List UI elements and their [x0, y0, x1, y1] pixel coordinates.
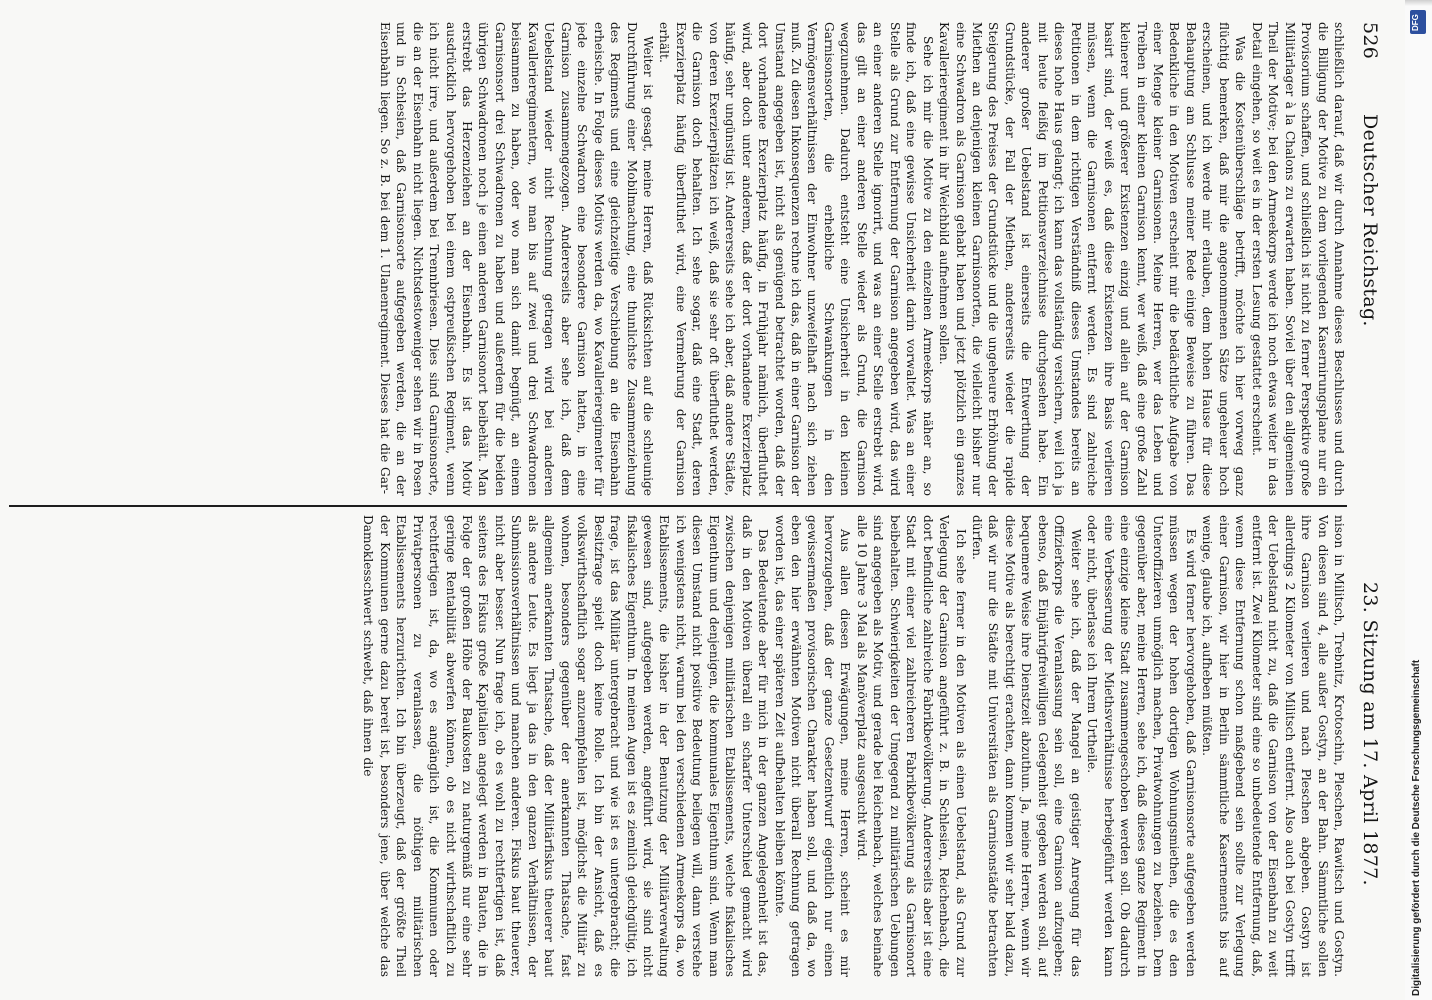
page-header	[1355, 22, 1385, 972]
column-divider	[9, 505, 1347, 507]
paragraph: Weiter ist gesagt, meine Herren, daß Rücksichten auf die schleunige Durchführung einer Mobilmachung, eine thunlichste Zusammenziehung des Regiments und eine gleichzeitige Verschiebung an die Eisenbahn erheische. In Folge dieses Motivs werden da, wo Kavallerieregimenter für jede einzelne Schwadron eine besondere Garnison hatten, in eine Garnison zusammengezogen. Andererseits aber sehe ich, daß dem Uebelstand wieder nicht Rechnung getragen wird bei anderen Kavallerieregimentern, wo man bis auf zwei und drei Schwadronen beisammen zu haben, oder wo man sich damit begnügt, an einem Garnisonsort drei Schwadronen zu haben und außerdem für die beiden übrigen Schwadronen noch je einen anderen Garnisonort beibehält. Man erstrebt das Herzenziehen an der Eisenbahn. Es ist das Motiv ausdrücklich hervorgehoben bei einem ostpreußischen Regiment, wenn ich nicht irre, und außerdem bei Trennbriesen. Dies sind Garnisonsorte, die an der Eisenbahn nicht liegen. Nichtsdestoweniger sehen wir in Posen und in Schlesien, daß Garnisonsorte aufgegeben werden, die an der Eisenbahn liegen. So z. B. bei dem 1. Ulanenregiment. Dieses hat die Gar-	[377, 22, 655, 496]
dfg-logo-text: DFG	[1411, 14, 1420, 31]
paragraph: Das Bedeutende aber für mich in der ganzen Angelegenheit ist das, daß in den Motiven überall ein scharfer Unterschied gemacht wird zwischen denjenigen militärischen Etablissements, welche fiskalisches Eigenthum und denjenigen, die kommunales Eigenthum sind. Wenn man diesen Umstand nicht positive Bedeutung beilegen will, dann verstehe ich wenigstens nicht, warum bei den verschiedenen Armeekorps da, wo Etablissements, die bisher in der Benutzung der Militärverwaltung gewesen sind, aufgegeben werden, angeführt wird, sie sind nicht fiskalisches Eigenthum. In meinen Augen ist es ziemlich gleichgültig, ich frage, ist das Militär untergebracht und wie ist es untergebracht; die Besitzfrage spielt doch keine Rolle. Ich bin der Ansicht, daß es volkswirthschaftlich sogar anzuempfehlen ist, möglichst die Militär zu wohnen, besonders gegenüber der anerkannten Thatsache, fast allgemein anerkannten Thatsache, daß der Militärfiskus theuerer baut als andere Leute. Es liegt ja das in den ganzen Verhältnissen, der Submissionsverhältnissen und manchen anderen. Fiskus baut theuerer, nicht aber besser. Nun frage ich, ob es wohl zu rechtfertigen ist, daß seitens des Fiskus große Kapitalien angelegt werden in Bauten, die in Folge der großen Höhe der Baukosten zu naturgemäß nur eine sehr geringe Rentabilität abwerfen können, ob es nicht wirthschaftlich zu rechtfertigen ist, da, wo es angänglich ist, die Kommunen oder Privatpersonen zu veranlassen, die nöthigen militärischen Etablissements herzurichten. Ich bin überzeugt, daß der größte Theil der Kommunen gerne dazu bereit ist, besonders jene, über welche das Damoklesschwert schwebt, daß ihnen die	[361, 515, 771, 977]
publication-title: Deutscher Reichstag.	[1359, 114, 1381, 327]
page-number: 526	[1359, 22, 1381, 60]
paragraph: Ich sehe ferner in den Motiven als einen Uebelstand, als Grund zur Verlegung der Garnison angeführt z. B. in Schlesien, Reichenbach, die dort befindliche zahlreiche Fabrikbevölkerung. Andererseits aber ist eine Stadt mit einer viel zahlreicheren Fabrikbevölkerung als Garnisonort beibehalten. Schwierigkeiten der Umgegend zu militärischen Uebungen sind angegeben als Motiv, und gerade bei Reichenbach, welches beinahe alle 10 Jahre 3 Mal als Manöverplatz ausgesucht wird.	[854, 515, 968, 977]
session-title: 23. Sitzung am 17. April 1877.	[1359, 582, 1381, 886]
right-column	[7, 515, 1347, 977]
paragraph: schließlich darauf, daß wir durch Annahme dieses Beschlusses und durch die Billigung der Motive zu dem vorliegenden Kasernirungsplane nur ein Provisorium schaffen, und schließlich ist nicht zu ferner Perspektive große Militärlager à la Chalons zu erwarten haben. Soviel über den allgemeinen Theil der Motive; bei den Armeekorps werde ich noch etwas weiter in das Detail eingehen, so weit es in der ersten Lesung gestattet erscheint.	[1249, 22, 1346, 496]
digitization-stamp	[1408, 6, 1428, 996]
paragraph: Weiter sehe ich, daß der Mangel an geistiger Anregung für das Offizierkorps die Veranlassung sein soll, eine Garnison aufzugeben; ebenso, daß Einjährigfreiwilligen Gelegenheit gegeben werden soll, auf bequemere Weise ihre Dienstzeit abzuthun. Ja, meine Herren, wenn wir diese Motive als berechtigt erachten, dann kommen wir sehr bald dazu, daß wir nur die Städte mit Universitäten als Garnisonstädte betrachten dürfen.	[970, 515, 1083, 977]
dfg-logo-icon	[1410, 10, 1426, 34]
paragraph: Aus allen diesen Erwägungen, meine Herren, scheint es mir hervorzugehen, daß der ganze Gesetzentwurf eigentlich nur einen gewissermaßen provisorischen Charakter haben soll, und daß da, wo eben den hier erwähnten Motiven nicht überall Rechnung getragen worden ist, das einer späteren Zeit aufbehalten bleiben könnte.	[772, 515, 853, 977]
funding-notice: Digitalisierung gefördert durch die Deutsche Forschungsgemeinschaft	[1411, 659, 1422, 996]
left-column	[7, 22, 1347, 496]
paragraph: nison in Militsch, Trebnitz, Krotoschin, Pleschen, Rawitsch und Gostyn. Von diesen sind 4, alle außer Gostyn, an der Bahn. Sämmtliche sollen ihre Garnison verlieren und nach Pleschen abgeben. Gostyn ist allerdings 2 Kilometer von Militsch entfernt. Also auch bei Gostyn trifft der Uebelstand nicht zu, daß die Garnison von der Eisenbahn zu weit entfernt ist. Zwei Kilometer sind eine so unbedeutende Entfernung, daß, wenn diese Entfernung schon maßgebend sein sollte zur Verlegung einer Garnison, wir hier in Berlin sämmtliche Kasernements bis auf wenige, glaube ich, aufheben müßten.	[1200, 515, 1346, 977]
paragraph: Sehe ich mir die Motive zu den einzelnen Armeekorps näher an, so finde ich, daß eine gewisse Unsicherheit darin vorwaltet. Was an einer Stelle als Grund zur Entfernung der Garnison angegeben wird, das wird an einer anderen Stelle ignorirt, und was an einer Stelle erstrebt wird, das gilt an einer anderen Stelle wieder als Grund, die Garnison wegzunehmen. Dadurch entsteht eine Unsicherheit in den kleinen Garnisonsorten, die erhebliche Schwankungen in den Vermögensverhältnissen der Einwohner unzweifelhaft nach sich ziehen muß. Zu diesen Inkonsequenzen rechne ich das, daß in einer Garnison der Umstand angegeben ist, nicht als genügend betrachtet worden, daß der dort vorhandene Exerzierplatz häufig, in Frühjahr nämlich, überfluthet wird, aber doch unter anderem, daß der dort vorhandene Exerzierplatz häufig, sehr ungünstig ist. Andererseits sehe ich aber, daß andere Städte, von deren Exerzierplätzen ich weiß, daß sie sehr oft überfluthet werden, die Garnison doch behalten. Ich sehe sogar, daß eine Stadt, deren Exerzierplatz häufig überfluthet wird, eine Vermehrung der Garnison erhält.	[657, 22, 935, 496]
paragraph: Es wird ferner hervorgehoben, daß Garnisonsorte aufgegeben werden müssen wegen der hohen dortigen Wohnungsmiethen, die es den Unteroffizieren unmöglich machen, Privatwohnungen zu beziehen. Dem gegenüber aber, meine Herren, sehe ich, daß dieses ganze Regiment in eine einzige kleine Stadt zusammengeschoben werden soll. Ob dadurch eine Verbesserung der Miethsverhältnisse herbeigeführt werden kann oder nicht, überlasse ich Ihrem Urtheile.	[1085, 515, 1198, 977]
paragraph: Was die Kostenüberschläge betrifft, möchte ich hier vorweg ganz flüchtig bemerken, daß mir die angenommenen Sätze ungeheuer hoch erscheinen, und ich werde mir erlauben, dem hohen Hause für diese Behauptung am Schlusse meiner Rede einige Beweise zu führen. Das Bedenkliche in den Motiven erscheint mir die bedächtliche Aufgabe von einer Menge kleiner Garnisonen. Meine Herren, wer das Leben und Treiben in einer kleinen Garnison kennt, wer weiß, daß eine große Zahl kleinerer und größerer Existenzen einzig und allein auf der Garnison basirt sind, der weiß es, daß diese Existenzen ihre Basis verlieren müssen, wenn die Garnisonen entfernt werden. Es sind zahlreiche Petitionen in dem richtigen Verständniß dieses Umstandes bereits an dieses hohe Haus gelangt; ich kann das vollständig versichern, weil ich ja mit heute fleißig im Petitionsverzeichnisse durchgesehen habe. Ein anderer großer Uebelstand ist einerseits die Entwerthung der Grundstücke, der Fall der Miethen, andererseits wieder die rapide Steigerung des Preises der Grundstücke und die ungeheure Erhöhung der Miethen an denjenigen kleinen Garnisonorten, die vielleicht bisher nur eine Schwadron als Garnison gehabt haben und jetzt plötzlich ein ganzes Kavallerieregiment in ihr Weichbild aufnehmen sollen.	[937, 22, 1248, 496]
